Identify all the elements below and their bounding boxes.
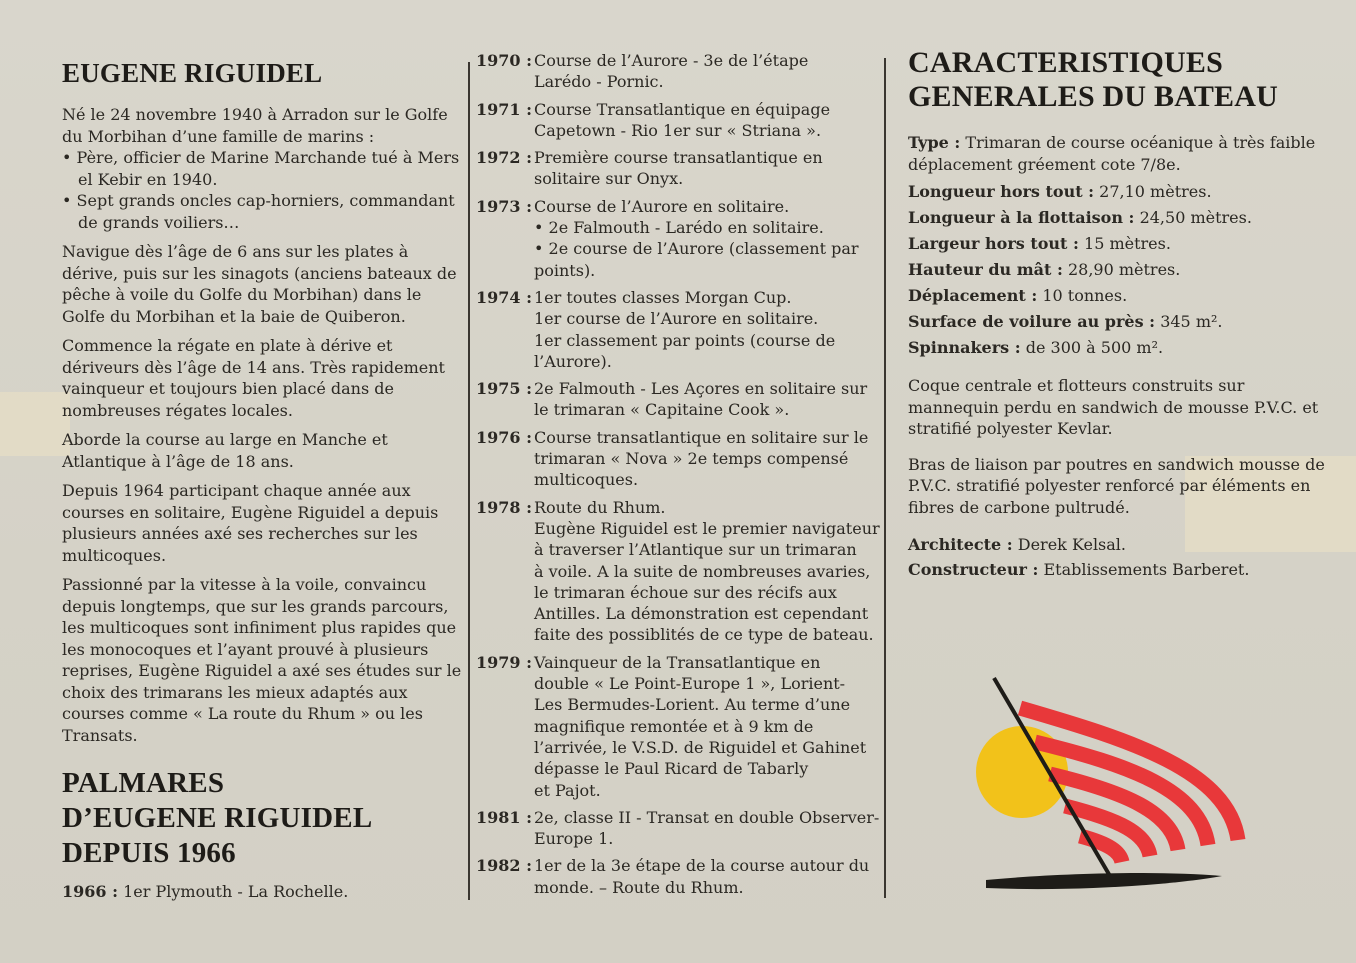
spec-row bbox=[908, 309, 1328, 335]
builder-line bbox=[908, 557, 1328, 582]
palmares-title-line: D’EUGENE RIGUIDEL bbox=[62, 802, 373, 834]
palmares-line: 1er classement par points (course de bbox=[534, 330, 836, 350]
palmares-line: 1er course de l’Aurore en solitaire. bbox=[534, 309, 819, 329]
specs-title-line: GENERALES DU BATEAU bbox=[908, 80, 1278, 113]
palmares-year: 1971 : bbox=[476, 99, 533, 119]
palmares-line: et Pajot. bbox=[534, 780, 601, 800]
spec-value: Trimaran de course océanique à très faible déplacement gréement cote 7/8e. bbox=[908, 133, 1316, 174]
spec-row bbox=[908, 335, 1328, 361]
palmares-line: Europe 1. bbox=[534, 829, 614, 849]
palmares-line: multicoques. bbox=[534, 470, 639, 490]
palmares-year: 1970 : bbox=[476, 51, 533, 70]
palmares-line: monde. – Route du Rhum. bbox=[534, 877, 744, 897]
palmares-title-line: PALMARES bbox=[62, 767, 225, 799]
spec-value: 24,50 mètres. bbox=[1139, 208, 1252, 227]
palmares-year: 1966 : bbox=[62, 882, 119, 901]
palmares-line: Course de l’Aurore - 3e de l’étape bbox=[534, 51, 809, 70]
bio-bullet: • Sept grands oncles cap-horniers, commandant de grands voiliers… bbox=[62, 191, 455, 232]
palmares-line: double « Le Point-Europe 1 », Lorient- bbox=[534, 674, 846, 694]
bio-paragraph: Passionné par la vitesse à la voile, convaincu depuis longtemps, que sur les grands parcours, les multicoques sont infiniment plus rapides que les monocoques et l’ayant prouvé à plusieurs reprises, Eugène Riguidel a axé ses études sur le choix des trimarans les mieux adaptés aux courses comme « La route du Rhum » ou les Transats. bbox=[62, 575, 462, 745]
column-divider-left bbox=[468, 62, 470, 900]
palmares-line: l’Aurore). bbox=[534, 351, 612, 371]
specs-title-line: CARACTERISTIQUES bbox=[908, 46, 1223, 79]
spec-rows bbox=[908, 179, 1328, 361]
palmares-year: 1979 : bbox=[476, 652, 533, 672]
architect-value: Derek Kelsal. bbox=[1017, 535, 1127, 554]
spec-label: Type : bbox=[908, 133, 961, 152]
palmares-text: 1er Plymouth - La Rochelle. bbox=[123, 882, 349, 901]
palmares-title-line: DEPUIS 1966 bbox=[62, 837, 236, 869]
palmares-text bbox=[534, 147, 886, 190]
spec-type bbox=[908, 132, 1328, 175]
palmares-year: 1975 : bbox=[476, 379, 533, 399]
biography-title: EUGENE RIGUIDEL bbox=[62, 58, 323, 88]
palmares-line: le trimaran échoue sur des récifs aux bbox=[534, 582, 837, 602]
palmares-line: à voile. A la suite de nombreuses avaries, bbox=[534, 561, 871, 581]
palmares-text bbox=[534, 855, 886, 898]
palmares-title bbox=[62, 766, 372, 871]
palmares-year: 1981 : bbox=[476, 807, 533, 827]
palmares-line: Course Transatlantique en équipage bbox=[534, 99, 831, 119]
palmares-year: 1973 : bbox=[476, 196, 533, 216]
bio-intro: Né le 24 novembre 1940 à Arradon sur le Golfe du Morbihan d’une famille de marins : bbox=[62, 105, 448, 146]
hull-paragraph: Coque centrale et flotteurs construits sur mannequin perdu en sandwich de mousse P.V.C. et stratifié polyester Kevlar. bbox=[908, 376, 1319, 438]
palmares-text bbox=[534, 427, 886, 491]
palmares-text bbox=[534, 497, 886, 646]
palmares-line: faite des possiblités de ce type de bateau. bbox=[534, 625, 874, 645]
palmares-line: 2e, classe II - Transat en double Observer- bbox=[534, 807, 880, 827]
spec-value: 27,10 mètres. bbox=[1099, 182, 1212, 201]
spec-value: 10 tonnes. bbox=[1042, 286, 1128, 305]
palmares-year: 1974 : bbox=[476, 287, 533, 307]
palmares-line: Route du Rhum. bbox=[534, 497, 666, 517]
palmares-line: • 2e Falmouth - Larédo en solitaire. bbox=[534, 218, 824, 238]
palmares-line: Larédo - Pornic. bbox=[534, 72, 664, 92]
specs-title bbox=[908, 46, 1278, 114]
palmares-entry bbox=[476, 287, 886, 372]
spec-row bbox=[908, 205, 1328, 231]
palmares-line: • 2e course de l’Aurore (classement par bbox=[534, 239, 859, 259]
architect-label: Architecte : bbox=[908, 535, 1013, 554]
palmares-year: 1976 : bbox=[476, 427, 533, 447]
palmares-line: 1er toutes classes Morgan Cup. bbox=[534, 287, 792, 307]
spec-label: Spinnakers : bbox=[908, 338, 1021, 357]
palmares-text bbox=[534, 50, 886, 93]
palmares-line: Première course transatlantique en bbox=[534, 148, 823, 168]
bio-paragraph: Navigue dès l’âge de 6 ans sur les plates à dérive, puis sur les sinagots (anciens bateaux de pêche à voile du Golfe du Morbihan) dans le Golfe du Morbihan et la baie de Quiberon. bbox=[62, 242, 457, 326]
palmares-line: solitaire sur Onyx. bbox=[534, 169, 684, 189]
spec-row bbox=[908, 283, 1328, 309]
palmares-entry bbox=[476, 427, 886, 491]
palmares-text bbox=[534, 287, 886, 372]
biography-text bbox=[62, 104, 462, 754]
spec-value: 15 mètres. bbox=[1084, 234, 1171, 253]
spec-row bbox=[908, 231, 1328, 257]
specs-list bbox=[908, 132, 1328, 582]
credits bbox=[908, 532, 1328, 582]
palmares-entry bbox=[476, 196, 886, 281]
palmares-year: 1972 : bbox=[476, 148, 533, 168]
spec-value: 345 m². bbox=[1160, 312, 1223, 331]
builder-label: Constructeur : bbox=[908, 560, 1039, 579]
bio-bullet: • Père, officier de Marine Marchande tué à Mers el Kebir en 1940. bbox=[62, 148, 460, 189]
spec-label: Déplacement : bbox=[908, 286, 1038, 305]
palmares-entry bbox=[476, 378, 886, 421]
palmares-line: à traverser l’Atlantique sur un trimaran bbox=[534, 540, 857, 560]
palmares-list bbox=[476, 50, 886, 904]
spec-label: Surface de voilure au près : bbox=[908, 312, 1156, 331]
palmares-line: Eugène Riguidel est le premier navigateur bbox=[534, 518, 880, 538]
palmares-entry bbox=[476, 147, 886, 190]
palmares-line: magnifique remontée et à 9 km de bbox=[534, 716, 814, 736]
palmares-line: points). bbox=[534, 260, 596, 280]
spec-label: Longueur hors tout : bbox=[908, 182, 1095, 201]
spec-row bbox=[908, 179, 1328, 205]
spec-value: de 300 à 500 m². bbox=[1025, 338, 1164, 357]
palmares-line: le trimaran « Capitaine Cook ». bbox=[534, 400, 790, 420]
palmares-text bbox=[534, 378, 886, 421]
bio-bullets bbox=[62, 147, 462, 233]
spec-label: Largeur hors tout : bbox=[908, 234, 1079, 253]
hull-icon bbox=[986, 873, 1222, 889]
palmares-year: 1982 : bbox=[476, 856, 533, 876]
palmares-entry bbox=[476, 652, 886, 801]
palmares-entry bbox=[476, 50, 886, 93]
sailboat-logo bbox=[960, 670, 1250, 900]
palmares-text bbox=[534, 196, 886, 281]
palmares-line: dépasse le Paul Ricard de Tabarly bbox=[534, 759, 809, 779]
bio-paragraph: Aborde la course au large en Manche et Atlantique à l’âge de 18 ans. bbox=[62, 430, 388, 471]
palmares-line: 1er de la 3e étape de la course autour du bbox=[534, 856, 870, 876]
arms-paragraph: Bras de liaison par poutres en sandwich mousse de P.V.C. stratifié polyester renforcé par éléments en fibres de carbone pultrudé. bbox=[908, 454, 1325, 517]
spec-value: 28,90 mètres. bbox=[1067, 260, 1181, 279]
palmares-entry bbox=[476, 855, 886, 898]
spec-row bbox=[908, 257, 1328, 283]
palmares-line: Course transatlantique en solitaire sur le bbox=[534, 427, 869, 447]
palmares-entry bbox=[476, 807, 886, 850]
tape-mark-left bbox=[0, 392, 70, 456]
bio-paragraph: Depuis 1964 participant chaque année aux courses en solitaire, Eugène Riguidel a depuis plusieurs années axé ses recherches sur les multicoques. bbox=[62, 481, 439, 565]
palmares-line: Vainqueur de la Transatlantique en bbox=[534, 652, 821, 672]
palmares-line: Antilles. La démonstration est cependant bbox=[534, 604, 869, 624]
palmares-entry-1966 bbox=[62, 882, 348, 901]
palmares-line: 2e Falmouth - Les Açores en solitaire sur bbox=[534, 379, 868, 399]
palmares-line: trimaran « Nova » 2e temps compensé bbox=[534, 449, 849, 469]
palmares-line: Les Bermudes-Lorient. Au terme d’une bbox=[534, 695, 851, 715]
palmares-text bbox=[534, 807, 886, 850]
spec-label: Longueur à la flottaison : bbox=[908, 208, 1135, 227]
palmares-text bbox=[534, 99, 886, 142]
palmares-entry bbox=[476, 99, 886, 142]
palmares-line: Course de l’Aurore en solitaire. bbox=[534, 196, 790, 216]
palmares-text bbox=[534, 652, 886, 801]
spec-label: Hauteur du mât : bbox=[908, 260, 1063, 279]
palmares-entry bbox=[476, 497, 886, 646]
architect-line bbox=[908, 532, 1328, 557]
builder-value: Etablissements Barberet. bbox=[1043, 560, 1250, 579]
palmares-line: l’arrivée, le V.S.D. de Riguidel et Gahinet bbox=[534, 737, 867, 757]
bio-paragraph: Commence la régate en plate à dérive et dériveurs dès l’âge de 14 ans. Très rapidement vainqueur et toujours bien placé dans de nombreuses régates locales. bbox=[62, 336, 445, 420]
palmares-line: Capetown - Rio 1er sur « Striana ». bbox=[534, 120, 822, 140]
palmares-year: 1978 : bbox=[476, 497, 533, 517]
